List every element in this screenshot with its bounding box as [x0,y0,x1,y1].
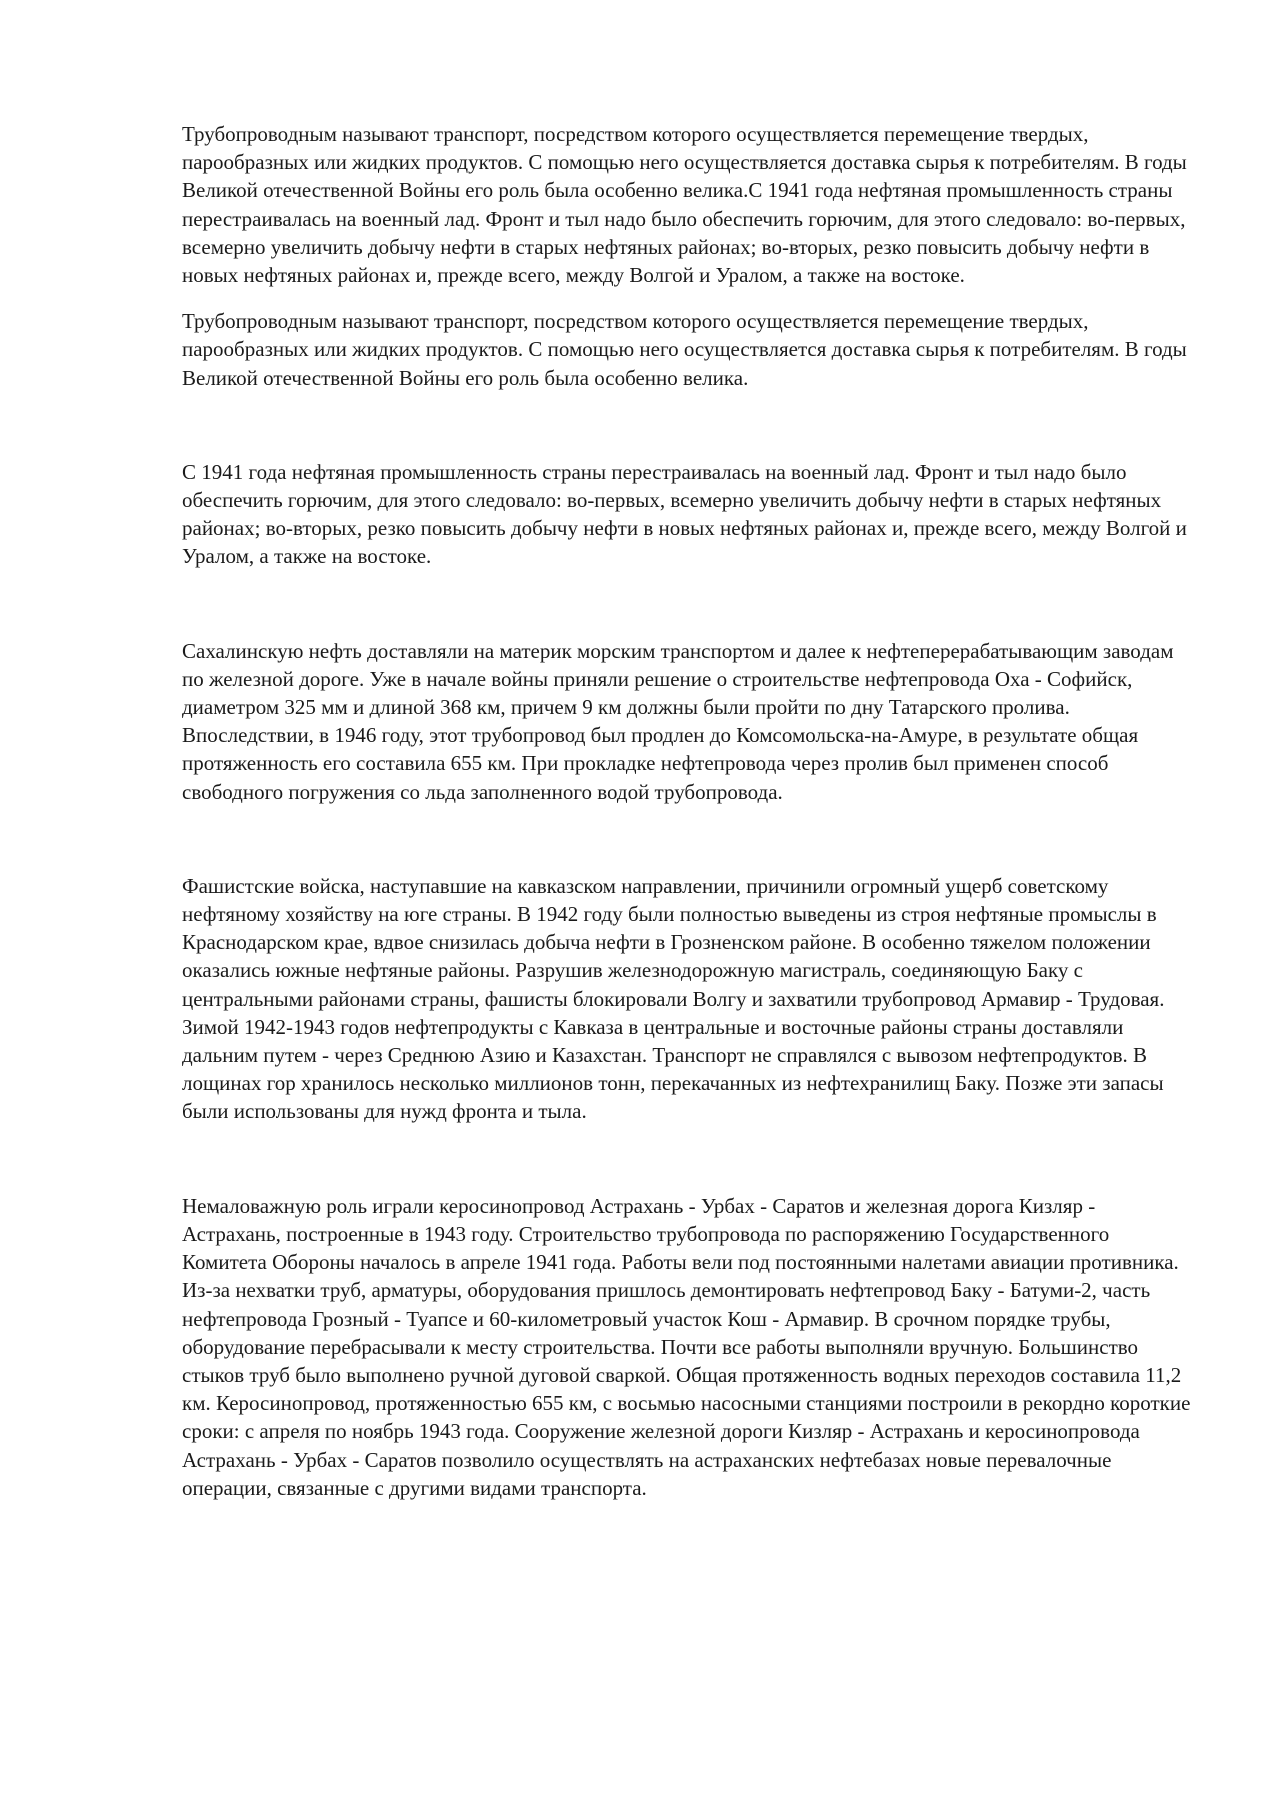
paragraph: Сахалинскую нефть доставляли на материк морским транспортом и далее к нефтеперерабатывающим заводам по железной дороге. Уже в начале войны приняли решение о строительстве нефтепровода Оха - Софийск, диаметром 325 мм и длиной 368 км, причем 9 км должны были пройти по дну Татарского пролива. Впоследствии, в 1946 году, этот трубопровод был продлен до Комсомольска-на-Амуре, в результате общая протяженность его составила 655 км. При прокладке нефтепровода через пролив был применен способ свободного погружения со льда заполненного водой трубопровода. [182,638,1174,804]
document-body [182,120,1194,1502]
paragraph: Немаловажную роль играли керосинопровод Астрахань - Урбах - Саратов и железная дорога Кизляр - Астрахань, построенные в 1943 году. Строительство трубопровода по распоряжению Государственного Комитета Обороны началось в апреле 1941 года. Работы вели под постоянными налетами авиации противника. Из-за нехватки труб, арматуры, оборудования пришлось демонтировать нефтепровод Баку - Батуми-2, часть нефтепровода Грозный - Туапсе и 60-километровый участок Кош - Армавир. В срочном порядке трубы, оборудование перебрасывали к месту строительства. Почти все работы выполняли вручную. Большинство стыков труб было выполнено ручной дуговой сваркой. Общая протяженность водных переходов составила 11,2 км. Керосинопровод, протяженностью 655 км, с восьмью насосными станциями построили в рекордно короткие сроки: с апреля по ноябрь 1943 года. Сооружение железной дороги Кизляр - Астрахань и керосинопровода Астрахань - Урбах - Саратов позволило осуществлять на астраханских нефтебазах новые перевалочные операции, связанные с другими видами транспорта. [182,1193,1191,1500]
paragraph: Трубопроводным называют транспорт, посредством которого осуществляется перемещение твердых, парообразных или жидких продуктов. С помощью него осуществляется доставка сырья к потребителям. В годы Великой отечественной Войны его роль была особенно велика.С 1941 года нефтяная промышленность страны перестраивалась на военный лад. Фронт и тыл надо было обеспечить горючим, для этого следовало: во-первых, всемерно увеличить добычу нефти в старых нефтяных районах; во-вторых, резко повысить добычу нефти в новых нефтяных районах и, прежде всего, между Волгой и Уралом, а также на востоке. [182,122,1187,288]
paragraph: Фашистские войска, наступавшие на кавказском направлении, причинили огромный ущерб советскому нефтяному хозяйству на юге страны. В 1942 году были полностью выведены из строя нефтяные промыслы в Краснодарском крае, вдвое снизилась добыча нефти в Грозненском районе. В особенно тяжелом положении оказались южные нефтяные районы. Разрушив железнодорожную магистраль, соединяющую Баку с центральными районами страны, фашисты блокировали Волгу и захватили трубопровод Армавир - Трудовая. Зимой 1942-1943 годов нефтепродукты с Кавказа в центральные и восточные районы страны доставляли дальним путем - через Среднюю Азию и Казахстан. Транспорт не справлялся с вывозом нефтепродуктов. В лощинах гор хранилось несколько миллионов тонн, перекачанных из нефтехранилищ Баку. Позже эти запасы были использованы для нужд фронта и тыла. [182,873,1165,1124]
paragraph: С 1941 года нефтяная промышленность страны перестраивалась на военный лад. Фронт и тыл надо было обеспечить горючим, для этого следовало: во-первых, всемерно увеличить добычу нефти в старых нефтяных районах; во-вторых, резко повысить добычу нефти в новых нефтяных районах и, прежде всего, между Волгой и Уралом, а также на востоке. [182,459,1187,569]
paragraph: Трубопроводным называют транспорт, посредством которого осуществляется перемещение твердых, парообразных или жидких продуктов. С помощью него осуществляется доставка сырья к потребителям. В годы Великой отечественной Войны его роль была особенно велика. [182,309,1187,390]
